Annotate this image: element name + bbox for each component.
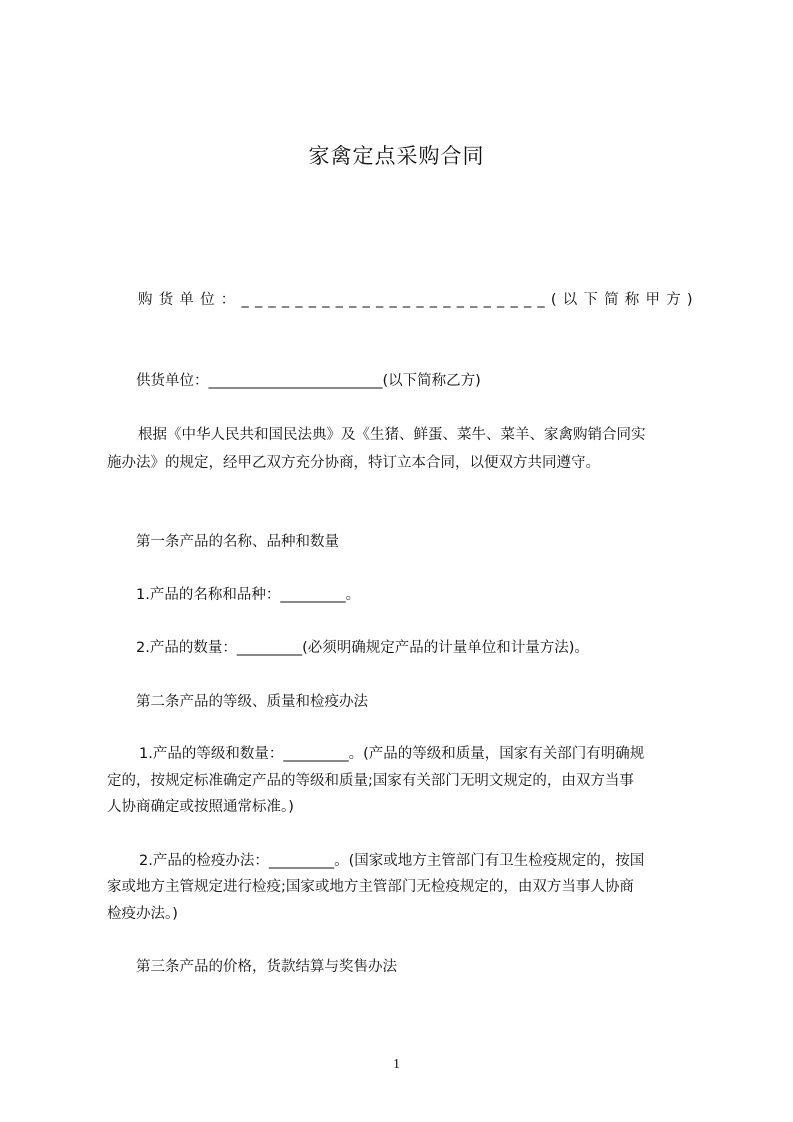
supplier-line: 供货单位：________________________(以下简称乙方) <box>136 373 481 389</box>
document-title: 家禽定点采购合同 <box>308 144 485 168</box>
article-3-heading: 第三条产品的价格，货款结算与奖售办法 <box>136 959 397 975</box>
article-2-heading: 第二条产品的等级、质量和检疫办法 <box>136 694 368 710</box>
article-1-item-1: 1.产品的名称和品种：_________。 <box>136 587 361 603</box>
article-2-item-1-line-1: 1.产品的等级和数量：_________。(产品的等级和质量，国家有关部门有明确规 <box>139 746 645 762</box>
article-2-item-2-line-2: 家或地方主管规定进行检疫;国家或地方主管部门无检疫规定的，由双方当事人协商 <box>107 879 634 895</box>
article-2-item-1-line-2: 定的，按规定标准确定产品的等级和质量;国家有关部门无明文规定的，由双方当事 <box>107 773 634 789</box>
intro-line-1: 根据《中华人民共和国民法典》及《生猪、鲜蛋、菜牛、菜羊、家禽购销合同实 <box>138 427 646 443</box>
buyer-line: 购货单位：_______________________(以下简称甲方) <box>138 292 699 308</box>
page-number: 1 <box>393 1057 400 1072</box>
article-2-item-2-line-1: 2.产品的检疫办法：_________。(国家或地方主管部门有卫生检疫规定的，按国 <box>139 853 645 869</box>
article-1-item-2: 2.产品的数量：_________(必须明确规定产品的计量单位和计量方法)。 <box>136 640 589 656</box>
article-1-heading: 第一条产品的名称、品种和数量 <box>136 534 339 550</box>
intro-line-2: 施办法》的规定，经甲乙双方充分协商，特订立本合同，以便双方共同遵守。 <box>107 455 600 471</box>
article-2-item-2-line-3: 检疫办法。) <box>107 906 178 922</box>
article-2-item-1-line-3: 人协商确定或按照通常标准。) <box>107 799 294 815</box>
